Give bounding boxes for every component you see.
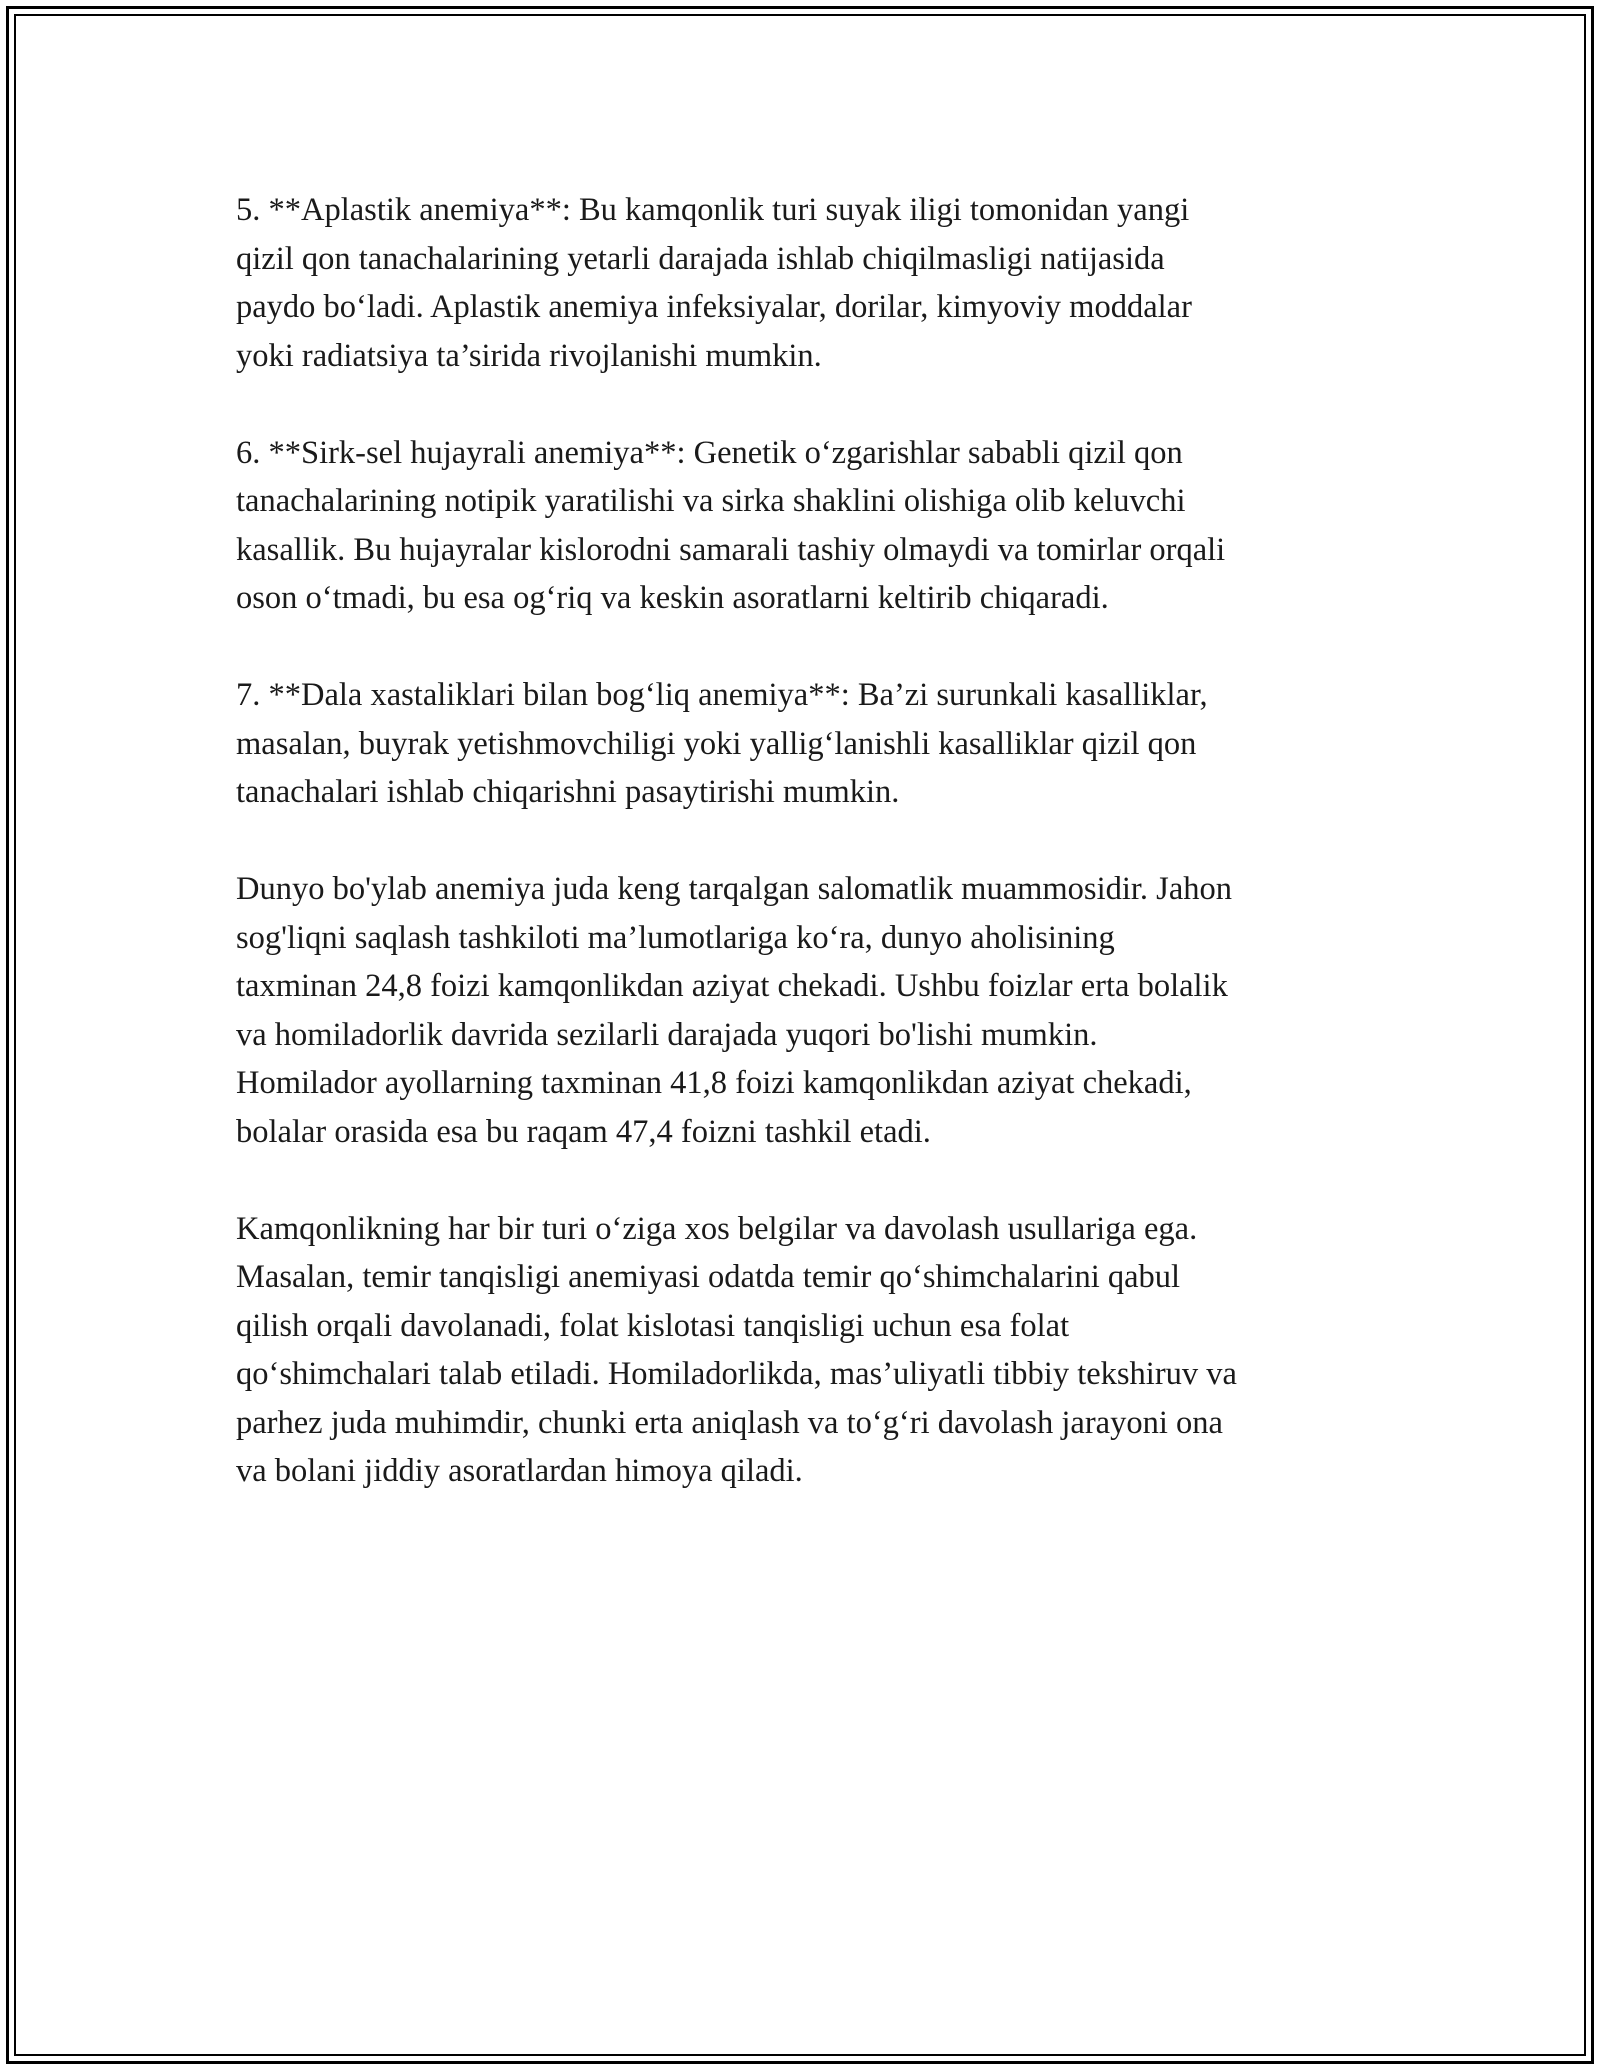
document-body — [236, 186, 1376, 1544]
paragraph-global-prevalence: Dunyo bo'ylab anemiya juda keng tarqalgan salomatlik muammosidir. Jahon sog'liqni saqlash tashkiloti ma’lumotlariga ko‘ra, dunyo aholisining taxminan 24,8 foizi kamqonlikdan aziyat chekadi. Ushbu foizlar erta bolalik va homiladorlik davrida sezilarli darajada yuqori bo'lishi mumkin. Homilador ayollarning taxminan 41,8 foizi kamqonlikdan aziyat chekadi, bolalar orasida esa bu raqam 47,4 foizni tashkil etadi. — [236, 871, 1232, 1150]
paragraph-aplastic-anemia: 5. **Aplastik anemiya**: Bu kamqonlik turi suyak iligi tomonidan yangi qizil qon tanachalarining yetarli darajada ishlab chiqilmasligi natijasida paydo bo‘ladi. Aplastik anemiya infeksiyalar, dorilar, kimyoviy moddalar yoki radiatsiya ta’sirida rivojlanishi mumkin. — [236, 192, 1192, 374]
paragraph-sickle-cell-anemia: 6. **Sirk-sel hujayrali anemiya**: Genetik o‘zgarishlar sababli qizil qon tanachalarining notipik yaratilishi va sirka shaklini olishiga olib keluvchi kasallik. Bu hujayralar kislorodni samarali tashiy olmaydi va tomirlar orqali oson o‘tmadi, bu esa og‘riq va keskin asoratlarni keltirib chiqaradi. — [236, 434, 1226, 616]
paragraph-chronic-disease-anemia: 7. **Dala xastaliklari bilan bog‘liq anemiya**: Ba’zi surunkali kasalliklar, masalan, buyrak yetishmovchiligi yoki yallig‘lanishli kasalliklar qizil qon tanachalari ishlab chiqarishni pasaytirishi mumkin. — [236, 677, 1208, 810]
paragraph-treatment: Kamqonlikning har bir turi o‘ziga xos belgilar va davolash usullariga ega. Masalan, temir tanqisligi anemiyasi odatda temir qo‘shimchalarini qabul qilish orqali davolanadi, folat kislotasi tanqisligi uchun esa folat qo‘shimchalari talab etiladi. Homiladorlikda, mas’uliyatli tibbiy tekshiruv va parhez juda muhimdir, chunki erta aniqlash va to‘g‘ri davolash jarayoni ona va bolani jiddiy asoratlardan himoya qiladi. — [236, 1210, 1237, 1489]
